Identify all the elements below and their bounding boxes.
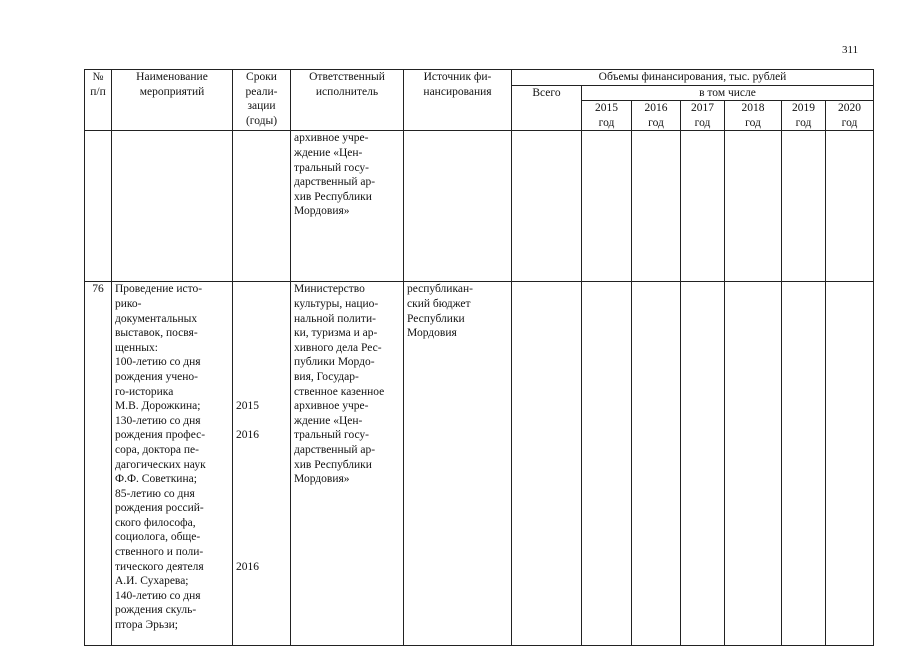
cell-name: [112, 131, 233, 282]
cell-2017: [681, 282, 725, 646]
page-number: 311: [842, 44, 859, 56]
cell-2016: [632, 131, 681, 282]
cell-2015: [582, 282, 632, 646]
header-total: Всего: [512, 85, 582, 131]
header-year-2018: 2018 год: [725, 101, 782, 131]
header-year-2019: 2019 год: [782, 101, 826, 131]
cell-2019: [782, 131, 826, 282]
header-year-2015: 2015 год: [582, 101, 632, 131]
cell-2016: [632, 282, 681, 646]
header-source: Источник фи- нансирования: [404, 70, 512, 131]
cell-2020: [826, 282, 874, 646]
table-row: [85, 282, 874, 646]
cell-total: [512, 282, 582, 646]
cell-executor: Министерство культуры, нацио- нальной полити- ки, туризма и ар- хивного дела Рес- публики Мордо- вия, Государ- ственное казенное архивное учре- ждение «Цен- тральный госу- дарственный ар- хив Республики Мордовия»: [291, 282, 404, 646]
cell-2019: [782, 282, 826, 646]
cell-2015: [582, 131, 632, 282]
cell-terms: 2015 2016 2016: [233, 282, 291, 646]
table-row: [85, 131, 874, 282]
financing-table: [84, 69, 874, 646]
header-no: № п/п: [85, 70, 112, 131]
header-year-2016: 2016 год: [632, 101, 681, 131]
cell-2018: [725, 282, 782, 646]
header-executor: Ответственный исполнитель: [291, 70, 404, 131]
cell-name: Проведение исто- рико- документальных выставок, посвя- щенных: 100-летию со дня рождения учено- го-историка М.В. Дорожкина; 130-летию со дня рождения профес- сора, доктора пе- дагогических наук Ф.Ф. Советкина; 85-летию со дня рождения россий- ского философа, социолога, обще- ственного и поли- тического деятеля А.И. Сухарева; 140-летию со дня рождения скуль- птора Эрьзи;: [112, 282, 233, 646]
cell-terms: [233, 131, 291, 282]
header-including: в том числе: [582, 85, 874, 101]
cell-executor: архивное учре- ждение «Цен- тральный госу- дарственный ар- хив Республики Мордовия»: [291, 131, 404, 282]
cell-no: [85, 131, 112, 282]
header-funding: Объемы финансирования, тыс. рублей: [512, 70, 874, 86]
header-row-1: [85, 70, 874, 86]
cell-2018: [725, 131, 782, 282]
header-year-2017: 2017 год: [681, 101, 725, 131]
cell-no: 76: [85, 282, 112, 646]
cell-source: [404, 131, 512, 282]
header-name: Наименование мероприятий: [112, 70, 233, 131]
cell-2017: [681, 131, 725, 282]
cell-total: [512, 131, 582, 282]
cell-source: республикан- ский бюджет Республики Мордовия: [404, 282, 512, 646]
header-year-2020: 2020 год: [826, 101, 874, 131]
cell-2020: [826, 131, 874, 282]
header-terms: Сроки реали- зации (годы): [233, 70, 291, 131]
